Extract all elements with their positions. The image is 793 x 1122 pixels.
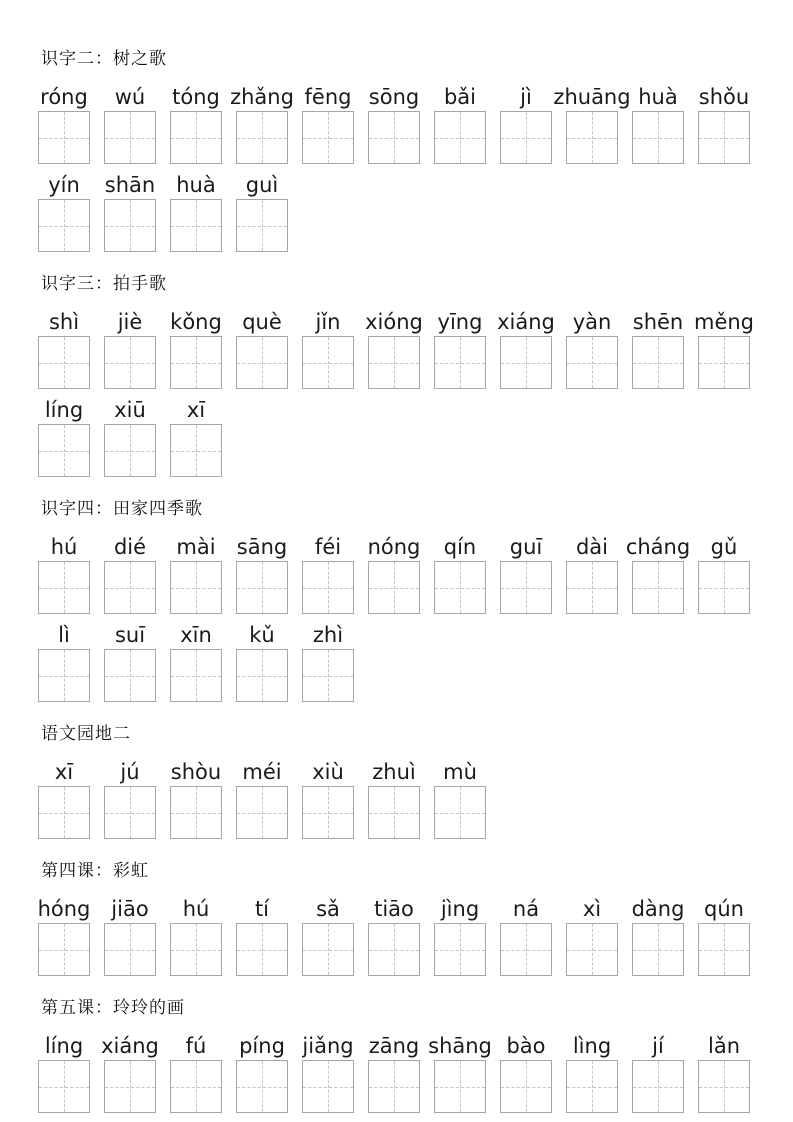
practice-cell bbox=[497, 310, 555, 389]
pinyin-label: lǎn bbox=[707, 1034, 740, 1058]
tianzige-box bbox=[698, 923, 750, 976]
tianzige-box bbox=[236, 336, 288, 389]
practice-cell bbox=[38, 897, 90, 976]
worksheet-section bbox=[38, 498, 755, 702]
pinyin-label: shāng bbox=[428, 1034, 492, 1058]
tianzige-box bbox=[368, 786, 420, 839]
pinyin-label: jǐn bbox=[315, 310, 341, 334]
tianzige-box bbox=[566, 923, 618, 976]
pinyin-label: shǒu bbox=[698, 85, 750, 109]
practice-cell bbox=[632, 310, 684, 389]
tianzige-box bbox=[170, 649, 222, 702]
tianzige-box bbox=[302, 111, 354, 164]
tianzige-box bbox=[38, 649, 90, 702]
tianzige-box bbox=[566, 561, 618, 614]
worksheet-section bbox=[38, 723, 755, 839]
pinyin-label: bào bbox=[506, 1034, 546, 1058]
tianzige-box bbox=[170, 111, 222, 164]
practice-cell bbox=[368, 1034, 420, 1113]
tianzige-box bbox=[38, 923, 90, 976]
pinyin-label: yīng bbox=[437, 310, 483, 334]
practice-cell bbox=[38, 85, 90, 164]
practice-cell bbox=[104, 173, 156, 252]
tianzige-box bbox=[236, 923, 288, 976]
pinyin-label: zhì bbox=[312, 623, 344, 647]
practice-cell bbox=[230, 85, 294, 164]
tianzige-box bbox=[104, 1060, 156, 1113]
pinyin-label: guī bbox=[509, 535, 543, 559]
tianzige-box bbox=[368, 561, 420, 614]
pinyin-label: féi bbox=[314, 535, 342, 559]
practice-cell bbox=[698, 897, 750, 976]
tianzige-box bbox=[500, 1060, 552, 1113]
tianzige-box bbox=[104, 923, 156, 976]
practice-cell bbox=[566, 535, 618, 614]
tianzige-box bbox=[38, 199, 90, 252]
pinyin-label: lìng bbox=[572, 1034, 612, 1058]
practice-cell bbox=[566, 1034, 618, 1113]
tianzige-box bbox=[104, 199, 156, 252]
pinyin-label: róng bbox=[40, 85, 88, 109]
practice-cell bbox=[368, 535, 420, 614]
pinyin-row bbox=[38, 623, 755, 702]
pinyin-label: xīn bbox=[180, 623, 212, 647]
practice-cell bbox=[500, 897, 552, 976]
worksheet-section bbox=[38, 997, 755, 1113]
practice-cell bbox=[38, 760, 90, 839]
section-title: 第五课：玲玲的画 bbox=[41, 998, 185, 1017]
pinyin-label: měng bbox=[693, 310, 755, 334]
tianzige-box bbox=[632, 561, 684, 614]
practice-cell bbox=[434, 897, 486, 976]
practice-cell bbox=[500, 85, 552, 164]
pinyin-label: xiáng bbox=[101, 1034, 159, 1058]
tianzige-box bbox=[632, 923, 684, 976]
pinyin-label: gǔ bbox=[710, 535, 738, 559]
tianzige-box bbox=[302, 649, 354, 702]
practice-cell bbox=[434, 535, 486, 614]
pinyin-label: tiāo bbox=[374, 897, 414, 921]
pinyin-label: jìng bbox=[440, 897, 480, 921]
practice-cell bbox=[500, 535, 552, 614]
practice-cell bbox=[104, 623, 156, 702]
practice-cell bbox=[302, 623, 354, 702]
practice-cell bbox=[632, 1034, 684, 1113]
pinyin-label: què bbox=[242, 310, 282, 334]
pinyin-label: huà bbox=[176, 173, 216, 197]
pinyin-label: yín bbox=[48, 173, 80, 197]
practice-cell bbox=[170, 760, 222, 839]
pinyin-label: fēng bbox=[304, 85, 352, 109]
practice-cell bbox=[236, 760, 288, 839]
pinyin-label: cháng bbox=[625, 535, 691, 559]
pinyin-label: sāng bbox=[236, 535, 288, 559]
pinyin-label: kǔ bbox=[249, 623, 275, 647]
practice-cell bbox=[553, 85, 631, 164]
pinyin-label: píng bbox=[239, 1034, 285, 1058]
practice-cell bbox=[500, 1034, 552, 1113]
tianzige-box bbox=[698, 111, 750, 164]
pinyin-label: sǎ bbox=[316, 897, 340, 921]
tianzige-box bbox=[236, 649, 288, 702]
practice-cell bbox=[632, 85, 684, 164]
pinyin-row bbox=[38, 85, 755, 164]
pinyin-label: mài bbox=[176, 535, 216, 559]
pinyin-label: huà bbox=[638, 85, 678, 109]
tianzige-box bbox=[368, 1060, 420, 1113]
pinyin-label: qún bbox=[704, 897, 744, 921]
pinyin-row bbox=[38, 897, 755, 976]
pinyin-label: xī bbox=[186, 398, 206, 422]
practice-cell bbox=[170, 897, 222, 976]
tianzige-box bbox=[434, 111, 486, 164]
tianzige-box bbox=[434, 1060, 486, 1113]
tianzige-box bbox=[698, 1060, 750, 1113]
practice-cell bbox=[170, 310, 222, 389]
tianzige-box bbox=[500, 923, 552, 976]
tianzige-box bbox=[170, 561, 222, 614]
section-title: 第四课：彩虹 bbox=[41, 861, 149, 880]
pinyin-label: líng bbox=[44, 1034, 84, 1058]
practice-cell bbox=[434, 310, 486, 389]
pinyin-label: bǎi bbox=[443, 85, 477, 109]
practice-cell bbox=[632, 897, 684, 976]
tianzige-box bbox=[236, 1060, 288, 1113]
worksheet-section bbox=[38, 273, 755, 477]
tianzige-box bbox=[104, 336, 156, 389]
tianzige-box bbox=[302, 336, 354, 389]
practice-cell bbox=[38, 398, 90, 477]
practice-cell bbox=[236, 1034, 288, 1113]
pinyin-label: xì bbox=[582, 897, 602, 921]
pinyin-label: xī bbox=[54, 760, 74, 784]
practice-cell bbox=[170, 1034, 222, 1113]
practice-cell bbox=[236, 173, 288, 252]
pinyin-label: shì bbox=[48, 310, 80, 334]
worksheet-section bbox=[38, 860, 755, 976]
tianzige-box bbox=[434, 561, 486, 614]
pinyin-label: hú bbox=[50, 535, 78, 559]
practice-cell bbox=[104, 897, 156, 976]
tianzige-box bbox=[104, 561, 156, 614]
tianzige-box bbox=[236, 786, 288, 839]
practice-cell bbox=[101, 1034, 159, 1113]
pinyin-label: fú bbox=[185, 1034, 207, 1058]
pinyin-label: xiū bbox=[114, 398, 146, 422]
tianzige-box bbox=[566, 1060, 618, 1113]
section-title: 识字三：拍手歌 bbox=[41, 274, 167, 293]
practice-cell bbox=[693, 310, 755, 389]
pinyin-label: tóng bbox=[172, 85, 220, 109]
tianzige-box bbox=[632, 1060, 684, 1113]
pinyin-row bbox=[38, 310, 755, 389]
pinyin-label: jiè bbox=[117, 310, 143, 334]
practice-cell bbox=[38, 535, 90, 614]
section-title: 识字二：树之歌 bbox=[41, 49, 167, 68]
practice-cell bbox=[38, 623, 90, 702]
tianzige-box bbox=[500, 561, 552, 614]
pinyin-label: ná bbox=[512, 897, 540, 921]
worksheet-section bbox=[38, 48, 755, 252]
practice-cell bbox=[365, 310, 423, 389]
tianzige-box bbox=[170, 424, 222, 477]
practice-cell bbox=[38, 173, 90, 252]
pinyin-row bbox=[38, 535, 755, 614]
pinyin-label: dàng bbox=[631, 897, 685, 921]
tianzige-box bbox=[368, 336, 420, 389]
pinyin-label: shòu bbox=[170, 760, 222, 784]
pinyin-label: suī bbox=[114, 623, 146, 647]
pinyin-row bbox=[38, 1034, 755, 1113]
pinyin-label: sōng bbox=[368, 85, 420, 109]
tianzige-box bbox=[104, 111, 156, 164]
tianzige-box bbox=[368, 923, 420, 976]
pinyin-label: líng bbox=[44, 398, 84, 422]
practice-cell bbox=[170, 535, 222, 614]
pinyin-label: jú bbox=[120, 760, 140, 784]
practice-cell bbox=[302, 85, 354, 164]
practice-cell bbox=[368, 85, 420, 164]
practice-cell bbox=[38, 1034, 90, 1113]
pinyin-label: shān bbox=[104, 173, 156, 197]
tianzige-box bbox=[236, 111, 288, 164]
practice-cell bbox=[302, 535, 354, 614]
pinyin-label: guì bbox=[245, 173, 279, 197]
pinyin-label: hóng bbox=[37, 897, 91, 921]
tianzige-box bbox=[170, 1060, 222, 1113]
practice-cell bbox=[236, 535, 288, 614]
tianzige-box bbox=[500, 111, 552, 164]
tianzige-box bbox=[38, 1060, 90, 1113]
pinyin-label: jí bbox=[652, 1034, 664, 1058]
practice-cell bbox=[104, 398, 156, 477]
practice-cell bbox=[104, 310, 156, 389]
pinyin-label: hú bbox=[182, 897, 210, 921]
pinyin-label: zhuì bbox=[372, 760, 416, 784]
pinyin-label: xiáng bbox=[497, 310, 555, 334]
pinyin-label: kǒng bbox=[170, 310, 222, 334]
tianzige-box bbox=[170, 336, 222, 389]
pinyin-row bbox=[38, 760, 755, 839]
practice-cell bbox=[170, 623, 222, 702]
section-title: 语文园地二 bbox=[41, 724, 131, 743]
pinyin-label: jì bbox=[520, 85, 532, 109]
tianzige-box bbox=[38, 336, 90, 389]
tianzige-box bbox=[302, 786, 354, 839]
practice-cell bbox=[566, 310, 618, 389]
tianzige-box bbox=[302, 561, 354, 614]
pinyin-label: dié bbox=[113, 535, 147, 559]
tianzige-box bbox=[434, 336, 486, 389]
practice-cell bbox=[236, 310, 288, 389]
pinyin-label: qín bbox=[443, 535, 477, 559]
practice-cell bbox=[302, 310, 354, 389]
pinyin-label: zāng bbox=[368, 1034, 420, 1058]
tianzige-box bbox=[38, 424, 90, 477]
pinyin-label: mù bbox=[443, 760, 477, 784]
pinyin-label: xióng bbox=[365, 310, 423, 334]
tianzige-box bbox=[302, 1060, 354, 1113]
practice-cell bbox=[368, 760, 420, 839]
practice-cell bbox=[428, 1034, 492, 1113]
pinyin-label: nóng bbox=[367, 535, 421, 559]
tianzige-box bbox=[302, 923, 354, 976]
tianzige-box bbox=[500, 336, 552, 389]
tianzige-box bbox=[566, 111, 618, 164]
pinyin-label: jiāo bbox=[111, 897, 149, 921]
tianzige-box bbox=[170, 923, 222, 976]
pinyin-row bbox=[38, 398, 755, 477]
tianzige-box bbox=[434, 786, 486, 839]
tianzige-box bbox=[38, 111, 90, 164]
practice-cell bbox=[302, 897, 354, 976]
tianzige-box bbox=[698, 561, 750, 614]
pinyin-label: yàn bbox=[572, 310, 612, 334]
tianzige-box bbox=[434, 923, 486, 976]
practice-cell bbox=[434, 85, 486, 164]
practice-cell bbox=[38, 310, 90, 389]
practice-cell bbox=[368, 897, 420, 976]
tianzige-box bbox=[368, 111, 420, 164]
practice-cell bbox=[698, 85, 750, 164]
tianzige-box bbox=[698, 336, 750, 389]
pinyin-label: zhuāng bbox=[553, 85, 631, 109]
tianzige-box bbox=[632, 336, 684, 389]
practice-cell bbox=[104, 85, 156, 164]
practice-cell bbox=[698, 1034, 750, 1113]
practice-cell bbox=[236, 897, 288, 976]
tianzige-box bbox=[566, 336, 618, 389]
practice-cell bbox=[566, 897, 618, 976]
practice-cell bbox=[170, 85, 222, 164]
practice-cell bbox=[302, 760, 354, 839]
practice-cell bbox=[170, 173, 222, 252]
pinyin-label: wú bbox=[114, 85, 146, 109]
practice-cell bbox=[302, 1034, 354, 1113]
practice-cell bbox=[434, 760, 486, 839]
pinyin-label: jiǎng bbox=[302, 1034, 354, 1058]
tianzige-box bbox=[170, 199, 222, 252]
tianzige-box bbox=[38, 786, 90, 839]
tianzige-box bbox=[236, 561, 288, 614]
practice-cell bbox=[170, 398, 222, 477]
tianzige-box bbox=[236, 199, 288, 252]
pinyin-label: méi bbox=[242, 760, 282, 784]
practice-cell bbox=[625, 535, 691, 614]
practice-cell bbox=[698, 535, 750, 614]
tianzige-box bbox=[104, 786, 156, 839]
pinyin-label: xiù bbox=[312, 760, 344, 784]
pinyin-label: tí bbox=[254, 897, 270, 921]
tianzige-box bbox=[632, 111, 684, 164]
pinyin-label: shēn bbox=[632, 310, 684, 334]
practice-cell bbox=[104, 760, 156, 839]
tianzige-box bbox=[38, 561, 90, 614]
tianzige-box bbox=[170, 786, 222, 839]
practice-cell bbox=[104, 535, 156, 614]
pinyin-row bbox=[38, 173, 755, 252]
section-title: 识字四：田家四季歌 bbox=[41, 499, 203, 518]
tianzige-box bbox=[104, 424, 156, 477]
pinyin-label: lì bbox=[58, 623, 70, 647]
pinyin-label: zhǎng bbox=[230, 85, 294, 109]
practice-cell bbox=[236, 623, 288, 702]
tianzige-box bbox=[104, 649, 156, 702]
pinyin-label: dài bbox=[575, 535, 609, 559]
